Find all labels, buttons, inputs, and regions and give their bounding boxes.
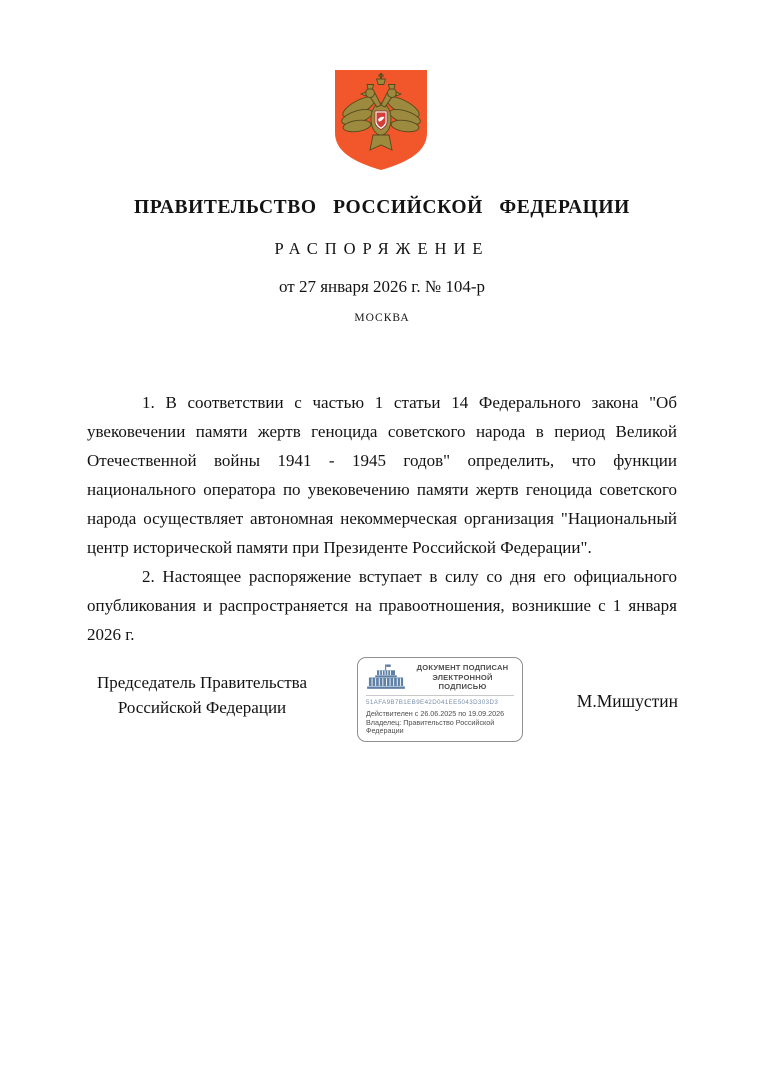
document-body (87, 388, 677, 649)
government-title: ПРАВИТЕЛЬСТВО РОССИЙСКОЙ ФЕДЕРАЦИИ (134, 197, 630, 218)
signer-position-line2: Российской Федерации (117, 698, 287, 717)
certificate-owner (366, 719, 514, 737)
government-building-icon (366, 664, 406, 691)
signature-block (0, 655, 764, 750)
certificate-number: 51AFA9B7B1EB9E42D041EE5043D303D3 (366, 698, 499, 706)
russia-coat-of-arms (331, 67, 431, 173)
body-paragraph-1: 1. В соответствии с частью 1 статьи 14 Федерального закона "Об увековечении памяти жертв геноцида советского народа в период Великой Отечественной войны 1941 - 1945 годов" определить, что функции национального оператора по увековечению памяти жертв геноцида советского народа осуществляет автономная некоммерческая организация "Национальный центр исторической памяти при Президенте Российской Федерации". (87, 393, 677, 557)
city-label: МОСКВА (354, 312, 410, 324)
document-date-number: от 27 января 2026 г. № 104-р (279, 277, 485, 296)
certificate-owner-line2: Федерации (366, 726, 404, 736)
stamp-header (366, 663, 514, 696)
certificate-owner-line1: Владелец: Правительство Российской (366, 717, 495, 727)
e-signature-stamp (357, 657, 523, 742)
stamp-title-line1: ДОКУМЕНТ ПОДПИСАН (416, 663, 509, 672)
stamp-title-line2: ЭЛЕКТРОННОЙ ПОДПИСЬЮ (432, 672, 493, 691)
signer-position (88, 670, 316, 720)
document-type: РАСПОРЯЖЕНИЕ (274, 239, 490, 258)
validity-period: Действителен с 26.06.2025 по 19.09.2026 (366, 708, 505, 718)
russia-coat-of-arms-icon (331, 67, 431, 173)
signer-name: М.Мишустин (576, 691, 678, 711)
body-paragraph-2: 2. Настоящее распоряжение вступает в силу со дня его официального опубликования и распространяется на правоотношения, возникшие с 1 января 2026 г. (87, 567, 677, 644)
signer-position-line1: Председатель Правительства (96, 673, 308, 692)
stamp-title (411, 663, 514, 692)
